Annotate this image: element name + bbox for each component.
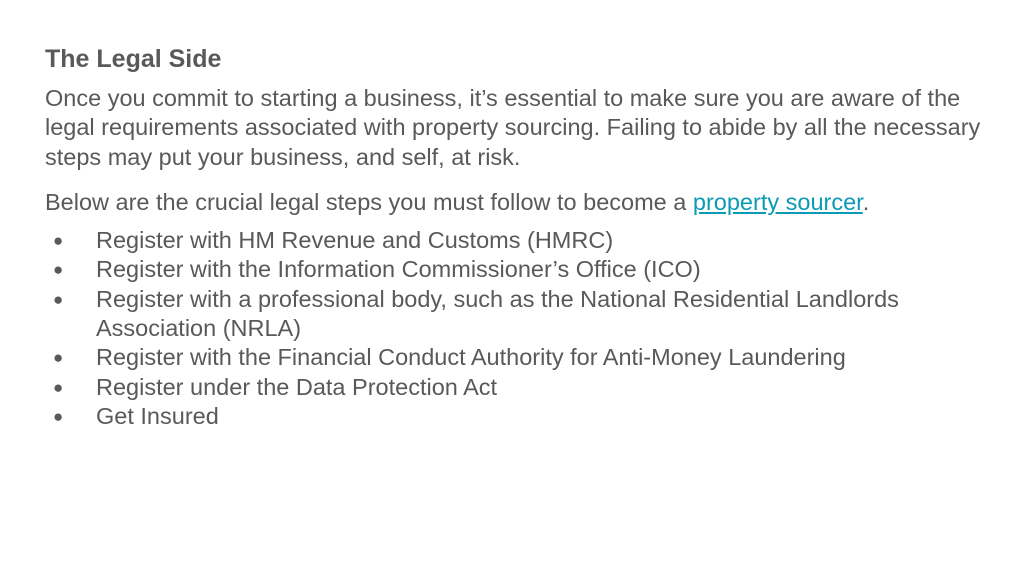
bullet-icon: ● — [53, 289, 64, 309]
list-item-text: Register with the Financial Conduct Authority for Anti-Money Laundering — [96, 344, 846, 371]
list-item — [45, 285, 984, 344]
page-title: The Legal Side — [45, 45, 222, 73]
lead-paragraph — [45, 188, 984, 217]
list-item — [45, 402, 984, 431]
bullet-icon: ● — [53, 348, 64, 368]
bullet-icon: ● — [53, 231, 64, 251]
list-item — [45, 226, 984, 255]
lead-text: Below are the crucial legal steps you must follow to become a — [45, 188, 693, 215]
lead-end: . — [862, 188, 870, 215]
list-item-text: Register with HM Revenue and Customs (HMRC) — [96, 227, 614, 254]
list-item — [45, 373, 984, 402]
list-item-text: Register with a professional body, such as the National Residential Landlords Association (NRLA) — [96, 285, 899, 342]
intro-paragraph: Once you commit to starting a business, it’s essential to make sure you are aware of the legal requirements associated with property sourcing. Failing to abide by all the necessary steps may put your business, and self, at risk. — [45, 85, 981, 170]
bullet-icon: ● — [53, 260, 64, 280]
list-item-text: Register with the Information Commissioner’s Office (ICO) — [96, 256, 701, 283]
bullet-icon: ● — [53, 377, 64, 397]
legal-steps-list — [45, 226, 984, 431]
list-item — [45, 255, 984, 284]
list-item-text: Register under the Data Protection Act — [96, 373, 498, 400]
property-sourcer-link[interactable]: property sourcer — [692, 188, 863, 215]
bullet-icon: ● — [53, 406, 64, 426]
list-item-text: Get Insured — [96, 402, 219, 429]
list-item — [45, 343, 984, 372]
